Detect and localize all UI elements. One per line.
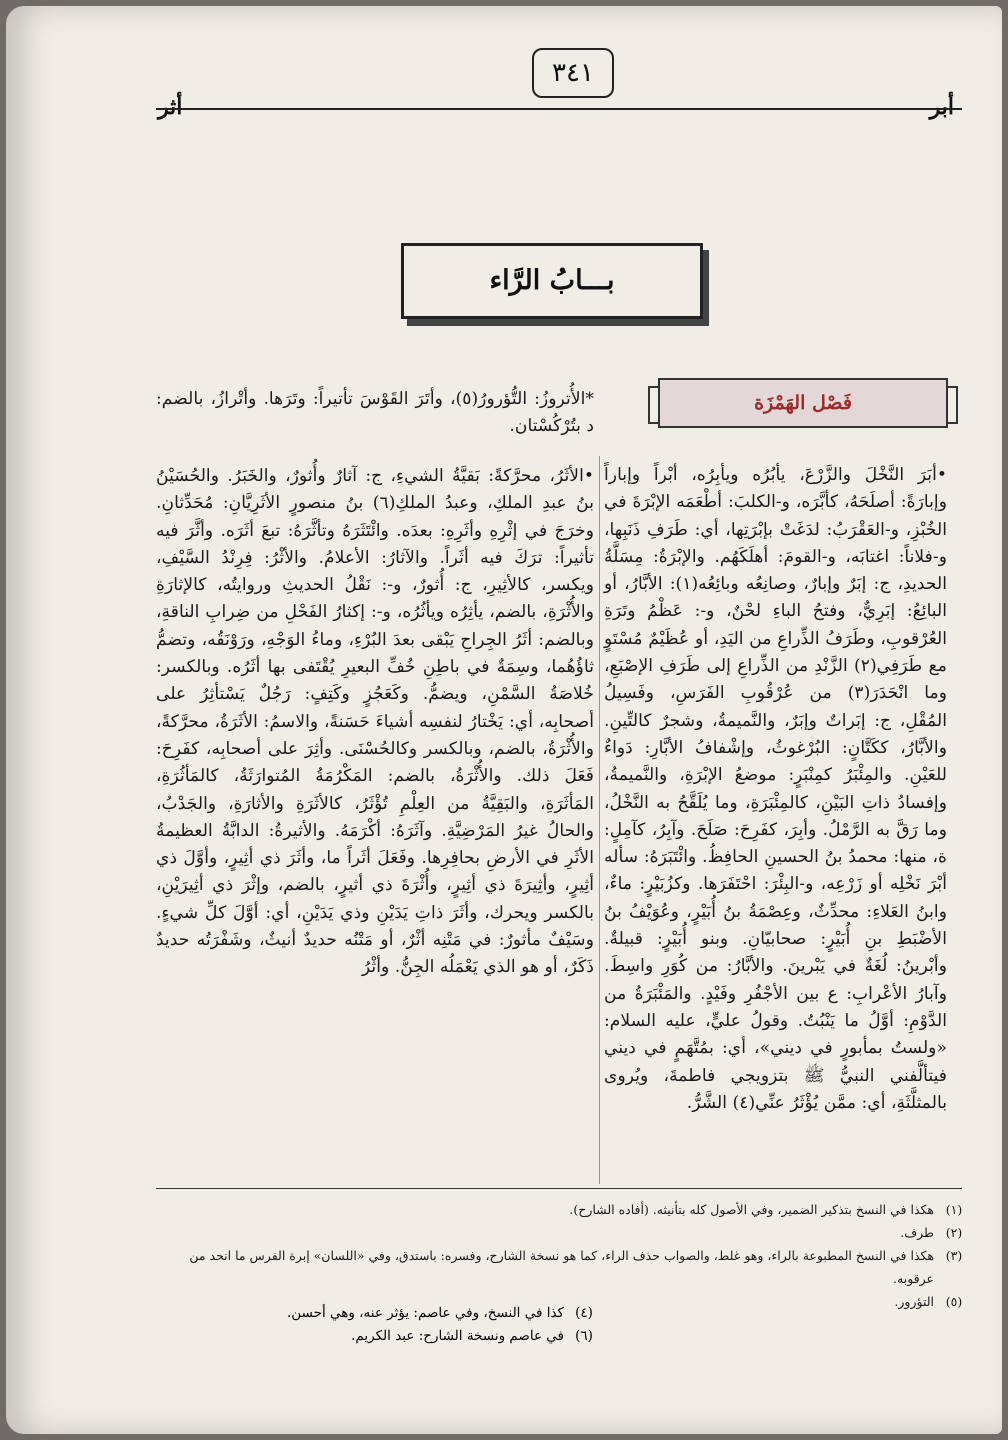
footnote-text: طرف. (900, 1225, 934, 1240)
footnote-rule (156, 1188, 962, 1189)
right-column (604, 462, 947, 1117)
footnote (156, 1244, 966, 1290)
footnote (156, 1221, 966, 1244)
footnote (156, 1198, 966, 1221)
entry-paragraph: •أبَرَ النَّخْلَ والزَّرْعَ، يأبُرُه ويأبِرُه، أبْراً وإباراً وإبارَةً: أصلَحَهُ، كأبَّرَه، و-الكلبَ: أطْعَمَه الإبْرَةَ في الخُبْزِ، و-العَقْرَبُ: لدَغَتْ بإبْرَتِها، أي: طَرَفِ ذَنَبِها، و-فلاناً: اغتابَه، و-القومَ: أهلَكَهُم. والإبْرَةُ: مِسَلَّةُ الحديدِ، ج: إبَرٌ وإبارٌ، وصانِعُه وبائِعُه(١): الأبَّارُ، أو البائِعُ: إبَرِيٌّ، وفتحُ الباءِ لحْنٌ، و-: عَظْمُ وتَرَةِ العُرْقوبِ، وطَرَفُ الذِّراعِ من اليَدِ، أو عُظَيْمٌ مُسْتَوٍ مع طَرَفِي(٢) الزَّنْدِ من الذِّراعِ إلى طَرَفِ الإصْبَعِ، وما انْحَدَرَ(٣) من عُرْقُوبِ الفَرَسِ، وفَسِيلُ المُقْلِ، ج: إبَراتٌ وإبَرٌ، والنَّميمةُ، وشجرٌ كالتِّينِ. والأبَّارُ، ككَتَّانٍ: البُرْغوثُ، وإشْفافُ الأبَّارِ: دَواءٌ للعَيْنِ. والمِئْبَرُ كمِنْبَرٍ: موضعُ الإبْرَةِ، والنَّميمةُ، وإفسادُ ذاتِ البَيْنِ، كالمِئْبَرَةِ، وما يُلَقَّحُ به النَّخْلُ، وما رَقَّ به الرَّمْلُ. وأبِرَ، كفَرِحَ: صَلَحَ. وآبِرُ، كآمِلٍ: ة، منها: محمدُ بنُ الحسينِ الحافِظُ. وائْتَبَرَهُ: سأله أبْرَ نَخْلِه أو زَرْعِه، و-البِئْرَ: احْتَفَرَها. وكزُبَيْرٍ: ماءٌ، وابنُ العَلاءِ: محدِّثٌ، وعِصْمَةُ بنُ أُبَيْرٍ، وعُوَيْفُ بنُ الأضْبَطِ بنِ أُبَيْرٍ: صحابيّانِ. وبنو أُبَيْرٍ: قبيلةٌ. وأبْرينُ: لُغَةٌ في يَبْرينَ. والأبَّارُ: من كُوَرِ واسِطَ. وآبارُ الأعْرابِ: ع بين الأجْفُرِ وفَيْدٍ. والمَئْبَرَةُ من الدَّوْمِ: أوَّلُ ما يَنْبُتُ. وقولُ عليٍّ، عليه السلام: «ولستُ بمأبورٍ في ديني»، أي: بمُتَّهَمٍ في ديني فيتألَّفني النبيُّ ﷺ بتزويجي فاطمةَ، ويُروى بالمثلَّثَةِ، أي: ممَّن يُؤْثَرُ عنِّي(٤) الشَّرُّ. (604, 465, 947, 1113)
footnote-number: (٣) (945, 1248, 963, 1263)
footnote-number: (٥) (945, 1294, 963, 1309)
entry-paragraph: •الأثَرُ، محرَّكةً: بَقيَّةُ الشيءِ، ج: آثارٌ وأُثورٌ، والخَبَرُ. والحُسَيْنُ بنُ عبدِ الملكِ، وعبدُ الملكِ(٦) بنُ منصورٍ الأثَرِيَّانِ: مُحَدِّثانِ. وخرَجَ في إثْرِهِ وأثَرِهِ: بعدَه. وائْتَثَرَهُ وتأثَّرَهُ: تبعَ أثَرَه. وأثَّرَ فيه تأثيراً: ترَكَ فيه أثَراً. والآثارُ: الأعلامُ. والأثْرُ: فِرِنْدُ السَّيْفِ، ويكسر، كالأثِيرِ، ج: أُثورٌ، و-: نَقْلُ الحديثِ وروايتُه، كالإثارَةِ والأُثْرَةِ، بالضم، يأثِرُه ويأثُرُه، و-: إكثارُ الفَحْلِ من ضِرابِ الناقةِ، وبالضم: أثَرُ الجِراحِ يَبْقى بعدَ البُرْءِ، وماءُ الوَجْهِ، ورَوْنَقُه، وتضمُّ ثاؤُهُما، وسِمَةٌ في باطِنِ خُفِّ البعيرِ يُقْتَفى بها أثَرُه. وبالكسر: خُلاصَةُ السَّمْنِ، ويضمُّ. وكَعَجُزٍ وكَتِفٍ: رَجُلٌ يَسْتأثِرُ على أصحابِه، أي: يَخْتارُ لنفسِه أشياءَ حَسَنةً، والاسمُ: الأثَرَةُ، محرَّكةً، والأُثْرَةُ، بالضم، وبالكسر وكالحُسْنَى. وأثِرَ على أصحابِه، كفَرِحَ: فَعَلَ ذلك. والأُثْرَةُ، بالضم: المَكْرُمَةُ المُتوارَثَةُ، كالمَأثُرَةِ، المَأثَرَةِ، والبَقِيَّةُ من العِلْمِ تُؤْثَرُ، كالأثَرَةِ والأثارَةِ، والجَدْبُ، والحالُ غيرُ المَرْضِيَّةِ. وآثَرَهُ: أكْرَمَهُ. والأثيرةُ: الدابَّةُ العظيمةُ الأثَرِ في الأرضِ بحافِرِها. وفَعَلَ أثَراً ما، وأثَرَ ذي أثِيرٍ، وأوَّلَ ذي أثِيرٍ، وأثِيرَةَ ذي أثِيرٍ، وأُثْرَةَ ذي أثيرٍ، بالضم، وإثْرَ ذي أثِيرَيْنِ، بالكسر ويحرك، وأثَرَ ذاتِ يَدَيْنِ وذي يَدَيْنِ، أي: أوَّلَ كلِّ شيءٍ. وسَيْفٌ مأثورٌ: في مَتْنِه أثْرٌ، أو مَتْنُه حديدٌ أنيثٌ، وشَفْرَتُه حديدٌ ذَكَرٌ، أو هو الذي يَعْمَلُه الجِنُّ. وأثْرُ (156, 466, 594, 978)
footnote (156, 1325, 596, 1348)
footnote-text: هكذا في النسخ المطبوعة بالراء، وهو غلط، والصواب حذف الراء، كما هو نسخة الشارح، وفسره: باستدق، وفي «اللسان» إبرة الفرس ما انحد من عرقوبه. (189, 1248, 934, 1286)
footnote-number: (٢) (945, 1225, 963, 1240)
footnote-text: كذا في النسخ، وفي عاصم: يؤثر عنه، وهي أحسن. (286, 1305, 564, 1321)
footnote-text: في عاصم ونسخة الشارح: عبد الكريم. (351, 1328, 564, 1344)
book-page (6, 6, 1002, 1434)
footnote-number: (١) (945, 1202, 963, 1217)
entry-paragraph: *الأُتروزُ: التُّؤرورُ(٥)، وأتَرَ القَوْسَ تأتيراً: وتَرَها. وأتْرازُ، بالضم: د بتُرْكُسْتان. (156, 389, 595, 437)
left-column-top-entry (156, 386, 594, 441)
left-column (156, 463, 594, 982)
header-left-word: أثر (158, 94, 183, 120)
header-rule (156, 108, 962, 110)
page-number: ٣٤١ (532, 48, 614, 98)
footnote-number: (٤) (575, 1305, 593, 1321)
footnote (156, 1302, 596, 1325)
footnote-text: هكذا في النسخ بتذكير الضمير، وفي الأصول كله بتأنيثه. (أفاده الشارح). (569, 1202, 934, 1217)
footnote-number: (٦) (575, 1328, 593, 1344)
footnote (746, 1290, 966, 1313)
chapter-title: بـــابُ الرَّاء (401, 243, 703, 319)
section-title: فَصْل الهَمْزَة (658, 378, 948, 428)
footnotes-right (156, 1198, 966, 1313)
column-divider (599, 456, 600, 1184)
footnote-text: التؤرور. (894, 1294, 934, 1309)
footnotes-left (156, 1302, 596, 1348)
header-right-word: أبر (929, 94, 954, 120)
